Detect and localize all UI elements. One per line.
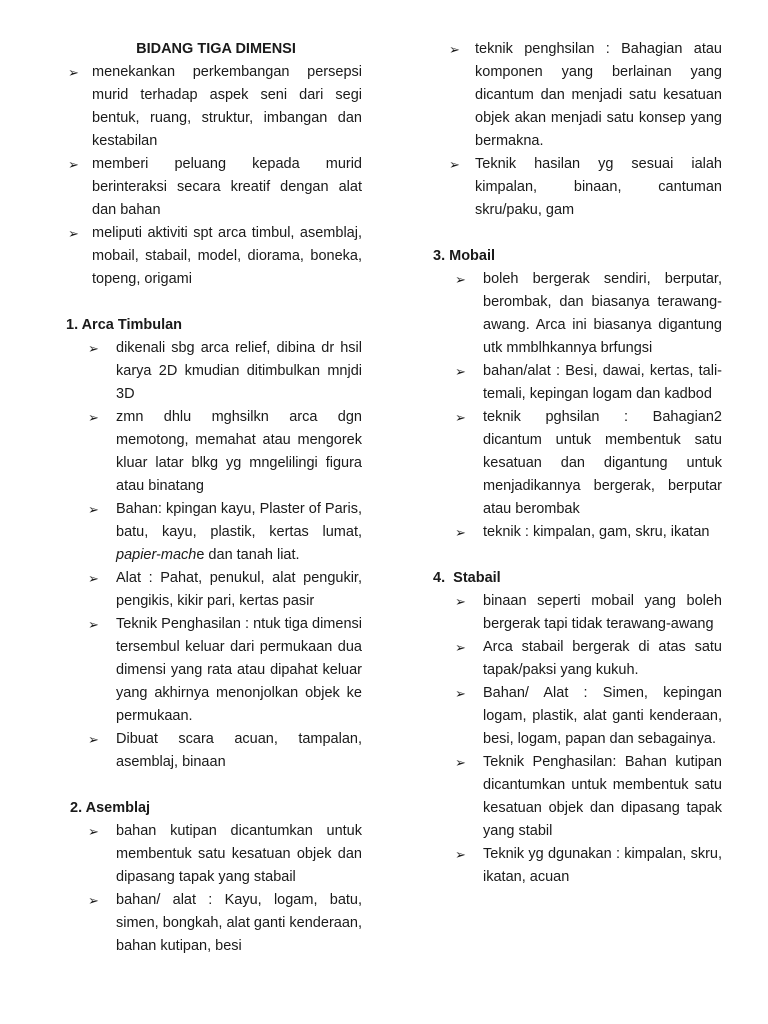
list-item: ➢ teknik : kimpalan, gam, skru, ikatan	[433, 521, 722, 544]
list-item: ➢ Teknik yg dgunakan : kimpalan, skru, ikatan, acuan	[433, 843, 722, 889]
list-item: ➢ bahan/ alat : Kayu, logam, batu, simen, bongkah, alat ganti kenderaan, bahan kutipan, besi	[66, 889, 362, 958]
right-column	[433, 38, 722, 889]
arrow-bullet-icon: ➢	[88, 617, 99, 632]
section-heading-arca-timbulan: 1. Arca Timbulan	[66, 317, 183, 333]
asemblaj-continued-list	[433, 38, 722, 222]
arrow-bullet-icon: ➢	[88, 410, 99, 425]
list-item: ➢ menekankan perkembangan persepsi murid terhadap aspek seni dari segi bentuk, ruang, struktur, imbangan dan kestabilan	[66, 61, 362, 153]
arrow-bullet-icon: ➢	[88, 732, 99, 747]
stabail-list	[433, 590, 722, 889]
list-item: ➢ bahan/alat : Besi, dawai, kertas, tali-temali, kepingan logam dan kadbod	[433, 360, 722, 406]
list-item: ➢ meliputi aktiviti spt arca timbul, asemblaj, mobail, stabail, model, diorama, boneka, topeng, origami	[66, 222, 362, 291]
arca-timbulan-list	[66, 337, 362, 774]
arrow-bullet-icon: ➢	[449, 157, 460, 172]
arrow-bullet-icon: ➢	[88, 341, 99, 356]
asemblaj-list	[66, 820, 362, 958]
list-item: ➢ binaan seperti mobail yang boleh bergerak tapi tidak terawang-awang	[433, 590, 722, 636]
arrow-bullet-icon: ➢	[88, 502, 99, 517]
list-item: ➢ Dibuat scara acuan, tampalan, asemblaj, binaan	[66, 728, 362, 774]
arrow-bullet-icon: ➢	[455, 686, 466, 701]
arrow-bullet-icon: ➢	[455, 640, 466, 655]
arrow-bullet-icon: ➢	[88, 824, 99, 839]
section-heading-asemblaj: 2. Asemblaj	[66, 800, 151, 816]
section-heading-stabail: 4. Stabail	[433, 570, 501, 586]
left-column	[66, 38, 362, 958]
mobail-list	[433, 268, 722, 544]
arrow-bullet-icon: ➢	[68, 157, 79, 172]
arrow-bullet-icon: ➢	[455, 364, 466, 379]
section-heading-mobail: 3. Mobail	[433, 248, 496, 264]
list-item: ➢ Bahan/ Alat : Simen, kepingan logam, plastik, alat ganti kenderaan, besi, logam, papan dan sebagainya.	[433, 682, 722, 751]
list-item: ➢ Teknik Penghasilan: Bahan kutipan dicantumkan untuk membentuk satu kesatuan objek dan dipasang tapak yang stabil	[433, 751, 722, 843]
intro-list	[66, 61, 362, 291]
arrow-bullet-icon: ➢	[449, 42, 460, 57]
document-title: BIDANG TIGA DIMENSI	[136, 41, 296, 57]
arrow-bullet-icon: ➢	[455, 755, 466, 770]
list-item: ➢ teknik penghsilan : Bahagian atau komponen yang berlainan yang dicantum dan menjadi satu kesatuan objek akan menjadi satu konsep yang bermakna.	[433, 38, 722, 153]
list-item: ➢ Arca stabail bergerak di atas satu tapak/paksi yang kukuh.	[433, 636, 722, 682]
arrow-bullet-icon: ➢	[88, 571, 99, 586]
list-item: ➢ Bahan: kpingan kayu, Plaster of Paris, batu, kayu, plastik, kertas lumat, papier-mache dan tanah liat.	[66, 498, 362, 567]
arrow-bullet-icon: ➢	[68, 226, 79, 241]
arrow-bullet-icon: ➢	[455, 272, 466, 287]
list-item: ➢ Alat : Pahat, penukul, alat pengukir, pengikis, kikir pari, kertas pasir	[66, 567, 362, 613]
list-item: ➢ memberi peluang kepada murid berinteraksi secara kreatif dengan alat dan bahan	[66, 153, 362, 222]
list-item: ➢ Teknik Penghasilan : ntuk tiga dimensi tersembul keluar dari permukaan dua dimensi yang rata atau dipahat keluar yang akhirnya menonjolkan objek ke permukaan.	[66, 613, 362, 728]
list-item: ➢ teknik pghsilan : Bahagian2 dicantum untuk membentuk satu kesatuan dan digantung untuk menjadikannya bergerak, berputar atau berombak	[433, 406, 722, 521]
arrow-bullet-icon: ➢	[455, 525, 466, 540]
list-item: ➢ dikenali sbg arca relief, dibina dr hsil karya 2D kmudian ditimbulkan mnjdi 3D	[66, 337, 362, 406]
arrow-bullet-icon: ➢	[88, 893, 99, 908]
arrow-bullet-icon: ➢	[455, 594, 466, 609]
arrow-bullet-icon: ➢	[455, 847, 466, 862]
list-item: ➢ bahan kutipan dicantumkan untuk membentuk satu kesatuan objek dan dipasang tapak yang stabail	[66, 820, 362, 889]
list-item: ➢ zmn dhlu mghsilkn arca dgn memotong, memahat atau mengorek kluar latar blkg yg mngelilingi figura atau binatang	[66, 406, 362, 498]
list-item: ➢ boleh bergerak sendiri, berputar, berombak, dan biasanya terawang-awang. Arca ini biasanya digantung utk mmblhkannya brfungsi	[433, 268, 722, 360]
list-item: ➢ Teknik hasilan yg sesuai ialah kimpalan, binaan, cantuman skru/paku, gam	[433, 153, 722, 222]
arrow-bullet-icon: ➢	[68, 65, 79, 80]
arrow-bullet-icon: ➢	[455, 410, 466, 425]
